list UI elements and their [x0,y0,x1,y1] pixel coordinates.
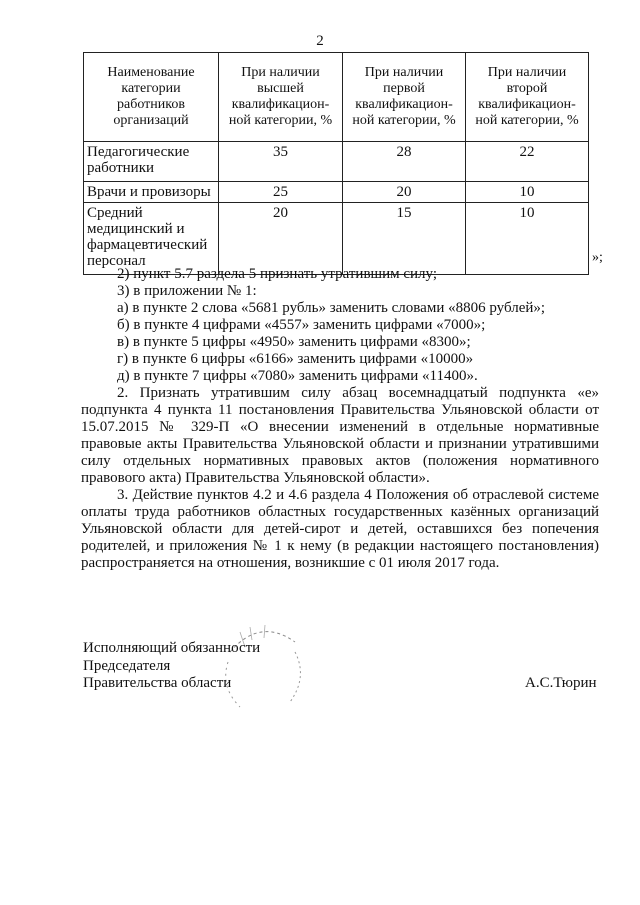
list-item: б) в пункте 4 цифрами «4557» заменить цифрами «7000»; [117,317,486,333]
row-first: 20 [343,182,466,203]
row-first: 28 [343,142,466,182]
table-row [84,142,589,182]
header-first: При наличии первой квалификацион-ной категории, % [343,53,466,142]
list-item: г) в пункте 6 цифры «6166» заменить цифрами «10000» [117,351,474,367]
row-first: 15 [343,203,466,275]
list-item: 3) в приложении № 1: [117,283,257,299]
signature-line: Правительства области [83,675,232,691]
row-highest: 20 [219,203,343,275]
row-category: Врачи и провизоры [84,182,219,203]
row-second: 10 [466,182,589,203]
row-highest: 35 [219,142,343,182]
table-row [84,203,589,275]
list-item: 2) пункт 5.7 раздела 5 признать утратившим силу; [117,266,437,282]
row-category: Педагогические работники [84,142,219,182]
row-highest: 25 [219,182,343,203]
header-category: Наименование категории работников организаций [84,53,219,142]
row-second: 22 [466,142,589,182]
header-second: При наличии второй квалификацион-ной категории, % [466,53,589,142]
list-item: в) в пункте 5 цифры «4950» заменить цифрами «8300»; [117,334,471,350]
signature-line: Исполняющий обязанности [83,640,261,656]
header-highest: При наличии высшей квалификацион-ной категории, % [219,53,343,142]
table-header-row [84,53,589,142]
list-item: а) в пункте 2 слова «5681 рубль» заменить словами «8806 рублей»; [117,300,546,316]
row-second: 10 [466,203,589,275]
signature-block [83,640,260,693]
paragraph-2: 2. Признать утратившим силу абзац восемнадцатый подпункта «е» подпункта 4 пункта 11 постановления Правительства Ульяновской области от 15.07.2015 № 329-П «О внесении изменений в отдельные нормативные правовые акты Правительства Ульяновской области и признании утратившими силу отдельных нормативных правовых актов (положения нормативного правового акта) Правительства Ульяновской области». [81,385,599,486]
document-body [81,266,599,572]
table-row [84,182,589,203]
paragraph-3: 3. Действие пунктов 4.2 и 4.6 раздела 4 Положения об отраслевой системе оплаты труда работников областных государственных казённых организаций Ульяновской области для детей-сирот и детей, оставшихся без попечения родителей, и приложения № 1 к нему (в редакции настоящего постановления) распространяется на отношения, возникшие с 01 июля 2017 года. [81,487,599,571]
table-closing-quote: »; [592,250,603,265]
qualification-table [83,52,589,275]
page-number: 2 [316,33,324,49]
signature-line: Председателя [83,657,171,674]
list-item: д) в пункте 7 цифры «7080» заменить цифрами «11400». [117,368,478,384]
row-category: Средний медицинский и фармацевтический персонал [84,203,219,275]
signatory-name: А.С.Тюрин [525,675,597,691]
